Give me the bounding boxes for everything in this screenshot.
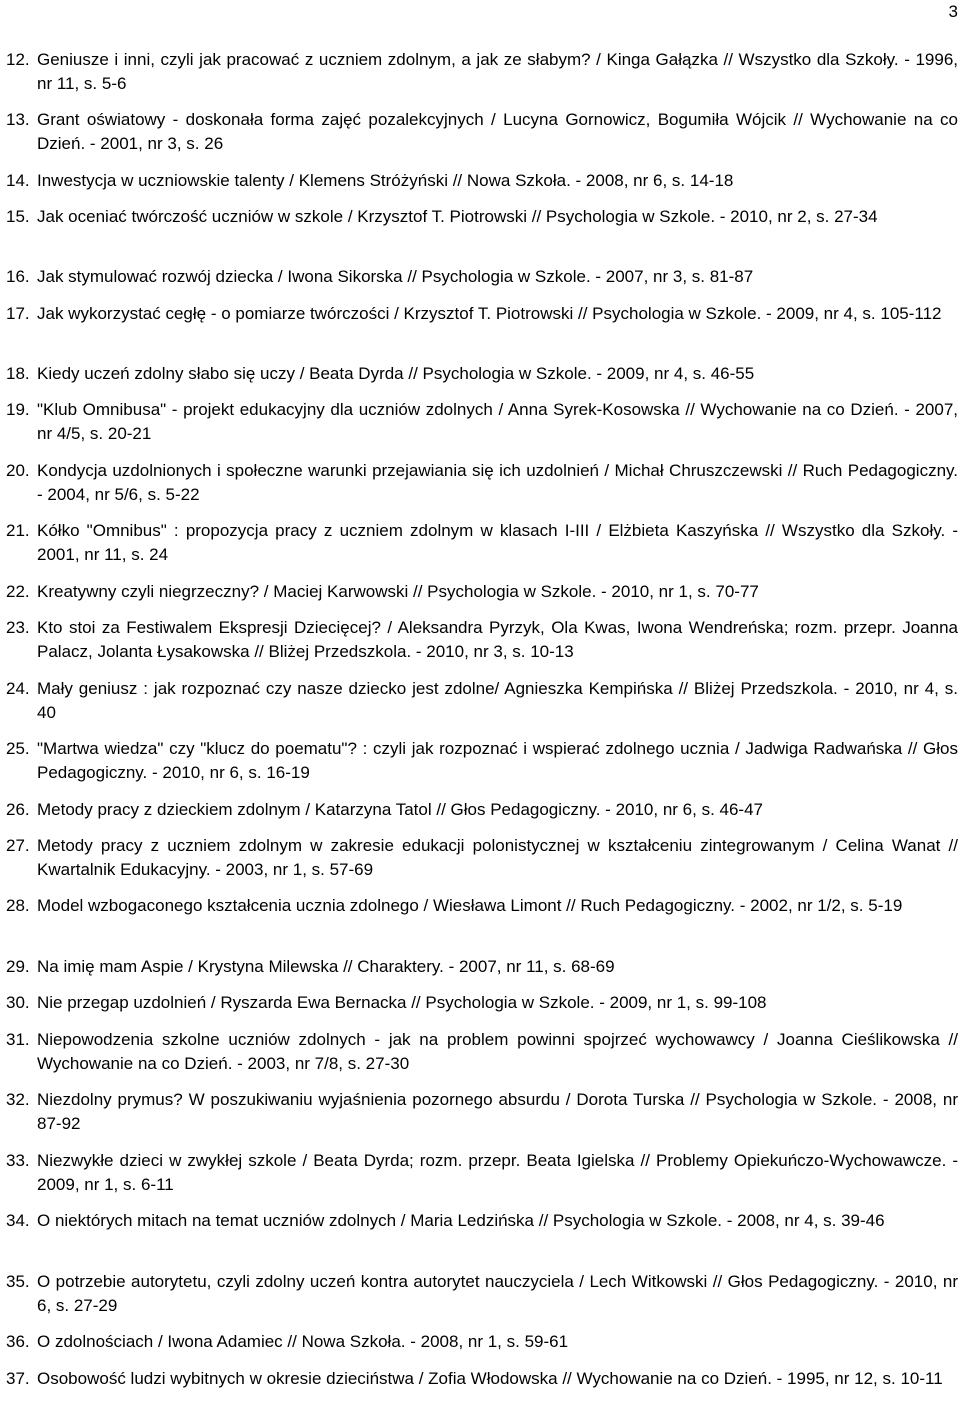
entry-number: 24. <box>6 679 30 698</box>
entry-text: O potrzebie autorytetu, czyli zdolny uczeń kontra autorytet nauczyciela / Lech Witkowski // Głos Pedagogiczny. - 2010, nr 6, s. 27-29 <box>37 1272 958 1316</box>
page-number: 3 <box>948 2 958 21</box>
entry-number: 12. <box>6 50 30 69</box>
list-item <box>6 302 958 326</box>
entry-text: Na imię mam Aspie / Krystyna Milewska // Charaktery. - 2007, nr 11, s. 68-69 <box>37 957 615 976</box>
list-item <box>6 398 958 446</box>
entry-text: Kiedy uczeń zdolny słabo się uczy / Beata Dyrda // Psychologia w Szkole. - 2009, nr 4, s. 46-55 <box>37 364 755 383</box>
entry-number: 23. <box>6 618 30 637</box>
entry-number: 32. <box>6 1090 30 1109</box>
entry-number: 13. <box>6 110 30 129</box>
entry-text: Kreatywny czyli niegrzeczny? / Maciej Karwowski // Psychologia w Szkole. - 2010, nr 1, s. 70-77 <box>37 582 759 601</box>
list-item <box>6 205 958 229</box>
entry-text: Model wzbogaconego kształcenia ucznia zdolnego / Wiesława Limont // Ruch Pedagogiczny. - 2002, nr 1/2, s. 5-19 <box>37 896 903 915</box>
list-item <box>6 108 958 156</box>
entry-text: Geniusze i inni, czyli jak pracować z uczniem zdolnym, a jak ze słabym? / Kinga Gałązka // Wszystko dla Szkoły. - 1996, nr 11, s. 5-6 <box>37 50 958 94</box>
list-item <box>6 894 958 918</box>
list-item <box>6 737 958 785</box>
entry-number: 36. <box>6 1332 30 1351</box>
entry-text: Kółko "Omnibus" : propozycja pracy z uczniem zdolnym w klasach I-III / Elżbieta Kaszyńska // Wszystko dla Szkoły. - 2001, nr 11, s. 24 <box>37 521 958 565</box>
list-item <box>6 265 958 289</box>
entry-text: Jak stymulować rozwój dziecka / Iwona Sikorska // Psychologia w Szkole. - 2007, nr 3, s. 81-87 <box>37 267 754 286</box>
entry-text: "Martwa wiedza" czy "klucz do poematu"? : czyli jak rozpoznać i wspierać zdolnego ucznia / Jadwiga Radwańska // Głos Pedagogiczny. - 2010, nr 6, s. 16-19 <box>37 739 958 783</box>
entry-number: 30. <box>6 993 30 1012</box>
entry-text: Kondycja uzdolnionych i społeczne warunki przejawiania się ich uzdolnień / Michał Chruszczewski // Ruch Pedagogiczny. - 2004, nr 5/6, s. 5-22 <box>37 461 958 505</box>
list-item <box>6 459 958 507</box>
entry-text: Niepowodzenia szkolne uczniów zdolnych - jak na problem powinni spojrzeć wychowawcy / Joanna Cieślikowska // Wychowanie na co Dzień. - 2003, nr 7/8, s. 27-30 <box>37 1030 958 1074</box>
entry-text: Jak oceniać twórczość uczniów w szkole / Krzysztof T. Piotrowski // Psychologia w Szkole. - 2010, nr 2, s. 27-34 <box>37 207 878 226</box>
entry-text: Niezwykłe dzieci w zwykłej szkole / Beata Dyrda; rozm. przepr. Beata Igielska // Problemy Opiekuńczo-Wychowawcze. - 2009, nr 1, s. 6-11 <box>37 1151 958 1195</box>
entry-text: Grant oświatowy - doskonała forma zajęć pozalekcyjnych / Lucyna Gornowicz, Bogumiła Wójcik // Wychowanie na co Dzień. - 2001, nr 3, s. 26 <box>37 110 958 154</box>
list-item <box>6 798 958 822</box>
list-item <box>6 616 958 664</box>
list-item <box>6 1270 958 1318</box>
list-item <box>6 677 958 725</box>
entry-text: Mały geniusz : jak rozpoznać czy nasze dziecko jest zdolne/ Agnieszka Kempińska // Bliżej Przedszkola. - 2010, nr 4, s. 40 <box>37 679 958 723</box>
entry-text: Osobowość ludzi wybitnych w okresie dzieciństwa / Zofia Włodowska // Wychowanie na co Dzień. - 1995, nr 12, s. 10-11 <box>37 1369 943 1388</box>
list-item <box>6 834 958 882</box>
list-item <box>6 955 958 979</box>
list-item <box>6 580 958 604</box>
list-item <box>6 1088 958 1136</box>
entry-text: Niezdolny prymus? W poszukiwaniu wyjaśnienia pozornego absurdu / Dorota Turska // Psychologia w Szkole. - 2008, nr 87-92 <box>37 1090 958 1134</box>
entry-number: 20. <box>6 461 30 480</box>
entry-number: 17. <box>6 304 30 323</box>
entry-number: 19. <box>6 400 30 419</box>
entry-text: Inwestycja w uczniowskie talenty / Klemens Stróżyński // Nowa Szkoła. - 2008, nr 6, s. 14-18 <box>37 171 734 190</box>
entry-number: 16. <box>6 267 30 286</box>
entry-number: 22. <box>6 582 30 601</box>
list-item <box>6 519 958 567</box>
list-item <box>6 1367 958 1391</box>
entry-number: 18. <box>6 364 30 383</box>
entry-number: 15. <box>6 207 30 226</box>
entry-number: 25. <box>6 739 30 758</box>
entry-text: Jak wykorzystać cegłę - o pomiarze twórczości / Krzysztof T. Piotrowski // Psychologia w Szkole. - 2009, nr 4, s. 105-112 <box>37 304 942 323</box>
list-item <box>6 1149 958 1197</box>
entry-text: O zdolnościach / Iwona Adamiec // Nowa Szkoła. - 2008, nr 1, s. 59-61 <box>37 1332 569 1351</box>
entry-number: 21. <box>6 521 30 540</box>
entry-number: 14. <box>6 171 30 190</box>
entry-text: O niektórych mitach na temat uczniów zdolnych / Maria Ledzińska // Psychologia w Szkole. - 2008, nr 4, s. 39-46 <box>37 1211 885 1230</box>
entry-number: 37. <box>6 1369 30 1388</box>
list-item <box>6 1330 958 1354</box>
entry-text: Metody pracy z uczniem zdolnym w zakresie edukacji polonistycznej w kształceniu zintegrowanym / Celina Wanat // Kwartalnik Edukacyjny. - 2003, nr 1, s. 57-69 <box>37 836 958 880</box>
list-item <box>6 1028 958 1076</box>
entry-number: 34. <box>6 1211 30 1230</box>
entry-text: Metody pracy z dzieckiem zdolnym / Katarzyna Tatol // Głos Pedagogiczny. - 2010, nr 6, s. 46-47 <box>37 800 763 819</box>
entry-text: Nie przegap uzdolnień / Ryszarda Ewa Bernacka // Psychologia w Szkole. - 2009, nr 1, s. 99-108 <box>37 993 767 1012</box>
entry-text: Kto stoi za Festiwalem Ekspresji Dziecięcej? / Aleksandra Pyrzyk, Ola Kwas, Iwona Wendreńska; rozm. przepr. Joanna Palacz, Jolanta Łysakowska // Bliżej Przedszkola. - 2010, nr 3, s. 10-13 <box>37 618 958 662</box>
entry-number: 31. <box>6 1030 30 1049</box>
entry-number: 26. <box>6 800 30 819</box>
list-item <box>6 1209 958 1233</box>
list-item <box>6 169 958 193</box>
entry-number: 35. <box>6 1272 30 1291</box>
list-item <box>6 362 958 386</box>
list-item <box>6 48 958 96</box>
entry-number: 33. <box>6 1151 30 1170</box>
entry-number: 28. <box>6 896 30 915</box>
list-item <box>6 991 958 1015</box>
entry-number: 27. <box>6 836 30 855</box>
entry-text: "Klub Omnibusa" - projekt edukacyjny dla uczniów zdolnych / Anna Syrek-Kosowska // Wychowanie na co Dzień. - 2007, nr 4/5, s. 20-21 <box>37 400 958 444</box>
entry-number: 29. <box>6 957 30 976</box>
